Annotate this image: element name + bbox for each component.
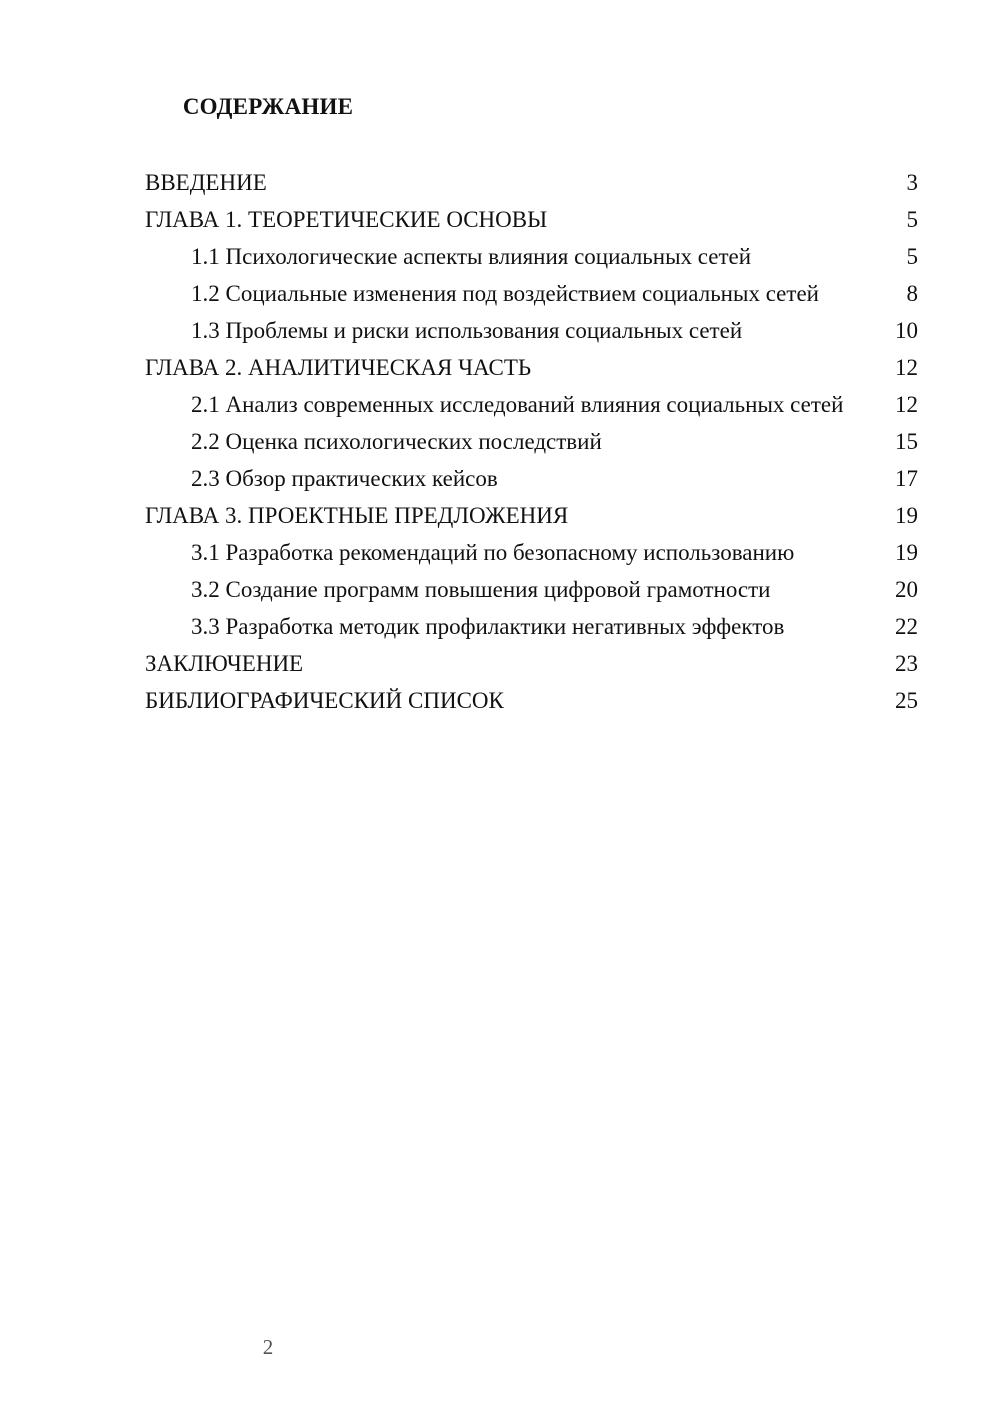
toc-entry-label: 3.1 Разработка рекомендаций по безопасному использованию	[191, 540, 795, 565]
toc-entry-label: 3.2 Создание программ повышения цифровой грамотности	[191, 577, 771, 602]
toc-entry-page: 12	[895, 392, 918, 417]
toc-entry-chapter-1[interactable]	[145, 207, 918, 233]
toc-title	[0, 94, 1000, 120]
toc-entry-page: 15	[895, 429, 918, 454]
toc-entry-page: 19	[895, 503, 918, 528]
toc-entry-label: ГЛАВА 1. ТЕОРЕТИЧЕСКИЕ ОСНОВЫ	[145, 207, 548, 232]
toc-entry-page: 3	[906, 170, 918, 195]
toc-entry-page: 5	[906, 207, 918, 232]
toc-entry-label: 2.3 Обзор практических кейсов	[191, 466, 498, 491]
toc-entry-section-2-2[interactable]	[145, 429, 918, 455]
toc-entry-page: 17	[895, 466, 918, 491]
toc-entry-section-1-2[interactable]	[145, 281, 918, 307]
toc-entry-page: 23	[895, 651, 918, 676]
toc-entry-label: 3.3 Разработка методик профилактики негативных эффектов	[191, 614, 785, 639]
toc-entry-label: 2.2 Оценка психологических последствий	[191, 429, 602, 454]
toc-entry-label: 1.2 Социальные изменения под воздействием социальных сетей	[191, 281, 819, 306]
toc-entry-page: 5	[906, 244, 918, 269]
toc-entry-chapter-3[interactable]	[145, 503, 918, 529]
toc-entry-label: 2.1 Анализ современных исследований влияния социальных сетей	[191, 392, 844, 417]
toc-entry-label: ГЛАВА 3. ПРОЕКТНЫЕ ПРЕДЛОЖЕНИЯ	[145, 503, 569, 528]
toc-entry-label: ГЛАВА 2. АНАЛИТИЧЕСКАЯ ЧАСТЬ	[145, 355, 532, 380]
table-of-contents	[145, 170, 918, 725]
page-number-text: 2	[262, 1335, 274, 1359]
toc-entry-page: 19	[895, 540, 918, 565]
toc-entry-label: ЗАКЛЮЧЕНИЕ	[145, 651, 304, 676]
toc-entry-page: 8	[906, 281, 918, 306]
toc-entry-section-2-1[interactable]	[145, 392, 918, 418]
toc-entry-conclusion[interactable]	[145, 651, 918, 677]
toc-entry-page: 20	[895, 577, 918, 602]
toc-entry-chapter-2[interactable]	[145, 355, 918, 381]
toc-entry-label: ВВЕДЕНИЕ	[145, 170, 267, 195]
toc-entry-page: 10	[895, 318, 918, 343]
toc-title-text: СОДЕРЖАНИЕ	[182, 94, 354, 119]
toc-entry-label: 1.1 Психологические аспекты влияния социальных сетей	[191, 244, 752, 269]
toc-entry-section-3-1[interactable]	[145, 540, 918, 566]
toc-entry-section-3-3[interactable]	[145, 614, 918, 640]
page-number	[0, 1335, 1000, 1360]
toc-entry-label: БИБЛИОГРАФИЧЕСКИЙ СПИСОК	[145, 688, 504, 713]
toc-entry-section-2-3[interactable]	[145, 466, 918, 492]
toc-entry-label: 1.3 Проблемы и риски использования социальных сетей	[191, 318, 743, 343]
toc-entry-bibliography[interactable]	[145, 688, 918, 714]
toc-entry-section-1-1[interactable]	[145, 244, 918, 270]
toc-entry-section-3-2[interactable]	[145, 577, 918, 603]
toc-entry-section-1-3[interactable]	[145, 318, 918, 344]
toc-entry-page: 12	[895, 355, 918, 380]
toc-entry-page: 22	[895, 614, 918, 639]
toc-entry-page: 25	[895, 688, 918, 713]
toc-entry-introduction[interactable]	[145, 170, 918, 196]
